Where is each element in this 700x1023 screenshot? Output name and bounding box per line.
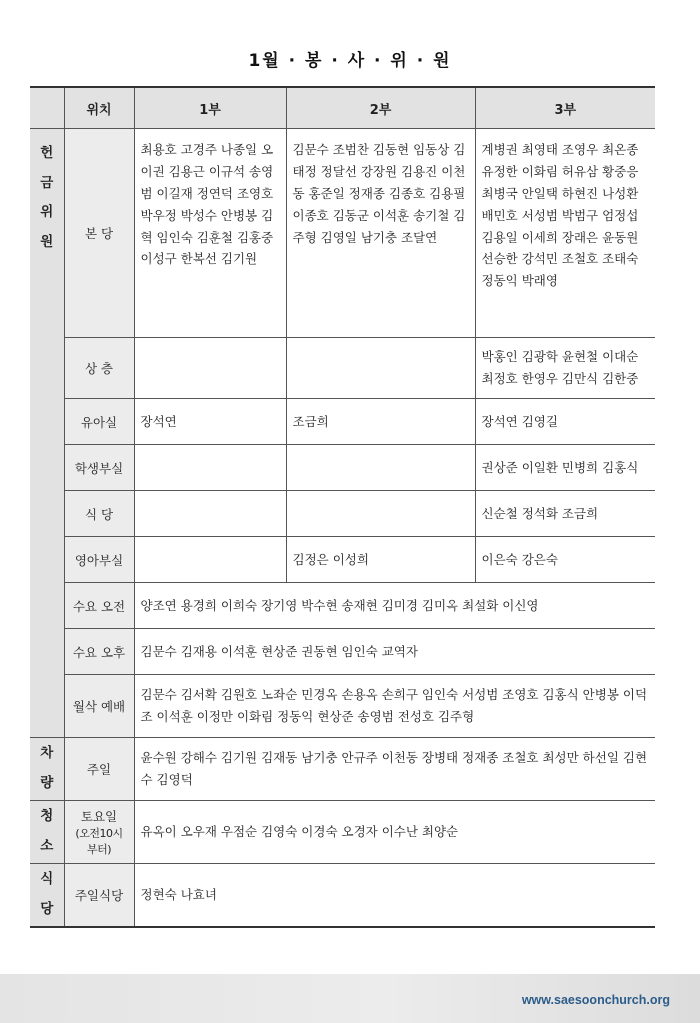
names-service-3: 권상준 이일환 민병희 김홍식 <box>475 445 655 491</box>
group-char: 당 <box>40 901 54 917</box>
position-label: 본 당 <box>64 129 134 338</box>
names-all: 정현숙 나효녀 <box>134 864 655 928</box>
row-vehicle-sunday <box>30 738 655 801</box>
row-dining-hall <box>30 491 655 537</box>
group-char: 금 <box>40 174 54 191</box>
position-time: (오전10시부터) <box>75 827 123 856</box>
names-service-1 <box>134 537 286 583</box>
group-char: 차 <box>40 745 54 762</box>
names-all: 김문수 김서확 김원호 노좌순 민경옥 손용옥 손희구 임인숙 서성범 조영호 김홍식 안병봉 이덕조 이석훈 이정만 이화림 정동익 현상준 송영범 전성호 김주형 <box>134 675 655 738</box>
row-wednesday-morning <box>30 583 655 629</box>
position-label <box>64 801 134 864</box>
group-char: 식 <box>40 871 54 888</box>
group-vehicle <box>30 738 64 801</box>
names-service-2: 조금희 <box>286 399 475 445</box>
group-offering-committee <box>30 129 64 738</box>
names-service-3: 이은숙 강은숙 <box>475 537 655 583</box>
position-label: 주일 <box>64 738 134 801</box>
header-row <box>30 87 655 129</box>
header-service-2: 2부 <box>286 87 475 129</box>
names-service-2 <box>286 491 475 537</box>
row-upper-floor <box>30 338 655 399</box>
names-service-3: 계병권 최영태 조영우 최온종 유정한 이화림 허유삼 황중응 최병국 안일택 하현진 나성환 배민호 서성범 박범구 엄정섭 김용일 이세희 장래은 윤동원 선승한 강석민 조철호 조태숙 정동익 박래영 <box>475 129 655 338</box>
row-infant-room <box>30 537 655 583</box>
names-service-3: 장석연 김영길 <box>475 399 655 445</box>
page-title: 1월 · 봉 · 사 · 위 · 원 <box>248 51 452 71</box>
position-label: 유아실 <box>64 399 134 445</box>
group-char: 헌 <box>40 145 54 161</box>
group-cleaning <box>30 801 64 864</box>
names-service-2: 김정은 이성희 <box>286 537 475 583</box>
position-label: 식 당 <box>64 491 134 537</box>
position-label: 월삭 예배 <box>64 675 134 738</box>
names-service-1 <box>134 491 286 537</box>
header-service-1: 1부 <box>134 87 286 129</box>
position-label: 영아부실 <box>64 537 134 583</box>
names-service-1: 최용호 고경주 나종일 오이권 김용근 이규석 송영범 이길재 정연덕 조영호 박우정 박성수 안병봉 김 혁 임인숙 김훈철 김홍중 이성구 한복선 김기원 <box>134 129 286 338</box>
volunteer-table <box>30 86 655 928</box>
position-label: 상 층 <box>64 338 134 399</box>
names-all: 양조연 용경희 이희숙 장기영 박수현 송재현 김미경 김미옥 최설화 이신영 <box>134 583 655 629</box>
position-label: 수요 오후 <box>64 629 134 675</box>
row-new-month-service <box>30 675 655 738</box>
row-wednesday-afternoon <box>30 629 655 675</box>
website-link[interactable]: www.saesoonchurch.org <box>521 993 670 1007</box>
group-char: 청 <box>40 808 54 825</box>
position-label: 수요 오전 <box>64 583 134 629</box>
group-char: 소 <box>40 838 54 854</box>
header-position: 위치 <box>64 87 134 129</box>
names-service-3: 박홍인 김광학 윤현철 이대순 최정호 한영우 김만식 김한중 <box>475 338 655 399</box>
names-service-2: 김문수 조범찬 김동현 임동상 김태정 정달선 강장원 김용진 이천동 홍준일 정재종 김종호 김용필 이종호 김동군 이석훈 송기철 김주형 김영일 남기충 조달연 <box>286 129 475 338</box>
names-service-3: 신순철 정석화 조금희 <box>475 491 655 537</box>
footer-bar <box>0 974 700 1023</box>
group-char: 위 <box>40 204 54 221</box>
names-all: 유옥이 오우재 우점순 김영숙 이경숙 오경자 이수난 최양순 <box>134 801 655 864</box>
names-service-2 <box>286 445 475 491</box>
group-dining <box>30 864 64 928</box>
position-label: 학생부실 <box>64 445 134 491</box>
names-service-2 <box>286 338 475 399</box>
row-main-sanctuary <box>30 129 655 338</box>
names-service-1 <box>134 338 286 399</box>
header-service-3: 3부 <box>475 87 655 129</box>
header-blank <box>30 87 64 129</box>
names-all: 윤수원 강해수 김기원 김재동 남기충 안규주 이천동 장병태 정재종 조철호 최성만 하선일 김현수 김영덕 <box>134 738 655 801</box>
row-sunday-dining <box>30 864 655 928</box>
row-parents-room <box>30 445 655 491</box>
group-char: 량 <box>40 775 54 791</box>
row-cleaning-saturday <box>30 801 655 864</box>
names-service-1 <box>134 445 286 491</box>
names-all: 김문수 김재용 이석훈 현상준 권동현 임인숙 교역자 <box>134 629 655 675</box>
row-nursery <box>30 399 655 445</box>
group-char: 원 <box>40 234 54 251</box>
position-label: 주일식당 <box>64 864 134 928</box>
names-service-1: 장석연 <box>134 399 286 445</box>
position-main: 토요일 <box>80 809 118 824</box>
